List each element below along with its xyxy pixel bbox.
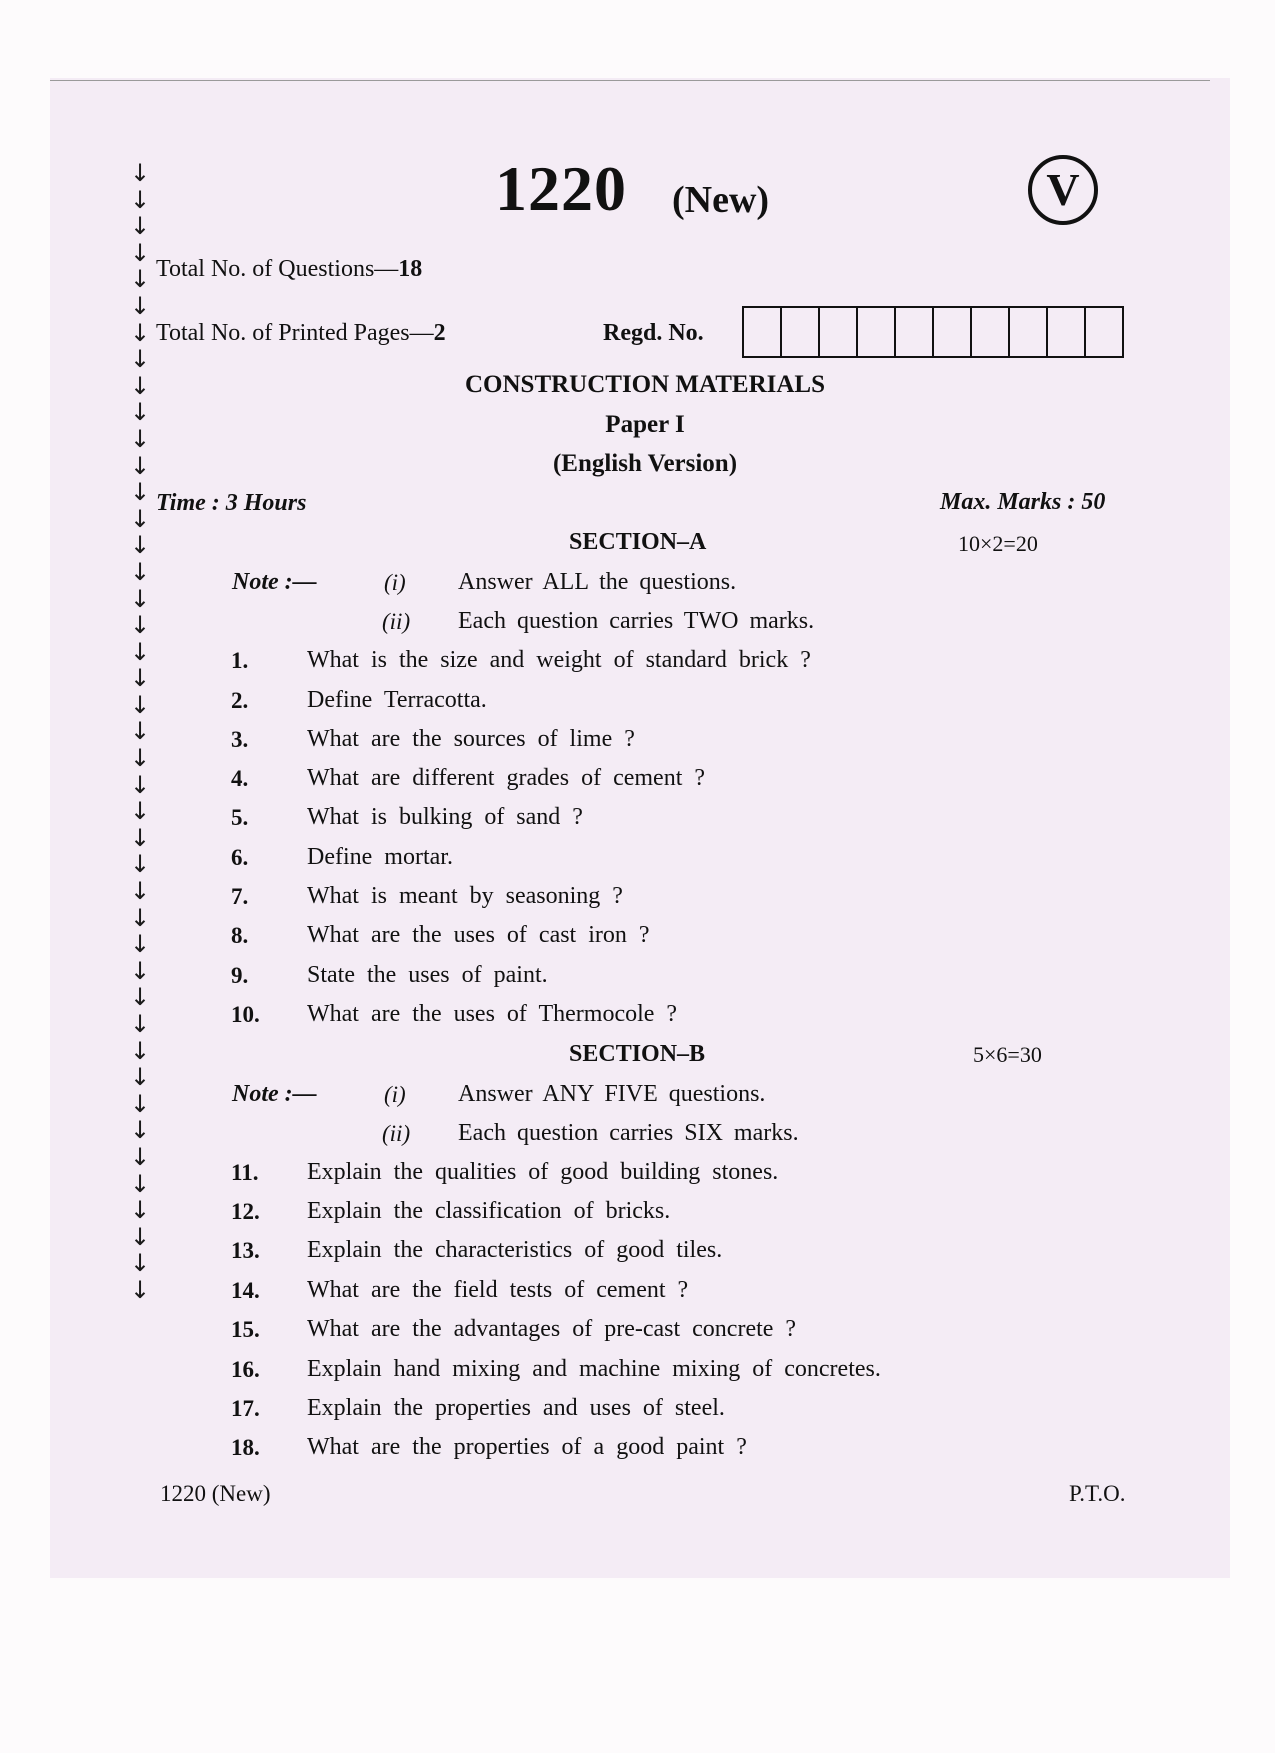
question-number: 10. bbox=[231, 1002, 260, 1027]
question-text: What is bulking of sand ? bbox=[307, 804, 583, 830]
question-text: What are different grades of cement ? bbox=[307, 765, 706, 791]
regd-no-label: Regd. No. bbox=[603, 320, 704, 346]
section-a-heading: SECTION–A bbox=[569, 529, 707, 555]
question-text: Explain hand mixing and machine mixing of concretes. bbox=[307, 1356, 881, 1382]
question-number: 2. bbox=[231, 688, 249, 713]
question-number: 1. bbox=[231, 648, 249, 673]
regd-box[interactable] bbox=[934, 308, 972, 356]
question-text: Explain the properties and uses of steel. bbox=[307, 1395, 725, 1421]
question-number: 7. bbox=[231, 884, 249, 909]
section-b-note-label: Note :— bbox=[232, 1081, 317, 1107]
total-questions-value: 18 bbox=[398, 256, 423, 282]
regd-box[interactable] bbox=[744, 308, 782, 356]
subject-title: CONSTRUCTION MATERIALS bbox=[464, 371, 825, 398]
regd-box[interactable] bbox=[782, 308, 820, 356]
note-text: Each question carries TWO marks. bbox=[458, 608, 815, 634]
section-a-note-label: Note :— bbox=[232, 569, 317, 595]
section-b-heading: SECTION–B bbox=[569, 1041, 706, 1067]
regd-no-boxes[interactable] bbox=[742, 306, 1124, 358]
question-text: Explain the classification of bricks. bbox=[307, 1198, 671, 1224]
question-number: 9. bbox=[231, 963, 249, 988]
question-text: Explain the characteristics of good tiles. bbox=[307, 1237, 723, 1263]
total-pages-label: Total No. of Printed Pages— bbox=[156, 320, 434, 346]
note-number: (i) bbox=[384, 570, 406, 595]
footer-pto: P.T.O. bbox=[1069, 1481, 1126, 1506]
question-number: 11. bbox=[231, 1160, 259, 1185]
note-text: Answer ANY FIVE questions. bbox=[458, 1081, 766, 1107]
section-a-marks: 10×2=20 bbox=[958, 531, 1038, 556]
question-text: State the uses of paint. bbox=[307, 962, 548, 988]
section-b-marks: 5×6=30 bbox=[973, 1042, 1042, 1067]
margin-arrows: ↓ ↓ ↓ ↓ ↓ ↓ ↓ ↓ ↓ ↓ ↓ ↓ ↓ ↓ ↓ ↓ ↓ ↓ ↓ ↓ ↓ ↓ ↓ ↓ ↓ ↓ ↓ ↓ ↓ ↓ ↓ ↓ ↓ ↓ ↓ ↓ ↓ ↓ ↓ ↓ ↓ ↓ ↓ bbox=[130, 159, 151, 1304]
regd-box[interactable] bbox=[896, 308, 934, 356]
question-text: What is the size and weight of standard brick ? bbox=[307, 647, 811, 673]
total-pages-value: 2 bbox=[433, 320, 446, 346]
time-label: Time : 3 Hours bbox=[156, 490, 307, 516]
version-badge: V bbox=[1028, 155, 1098, 225]
question-text: What are the uses of Thermocole ? bbox=[307, 1001, 678, 1027]
total-questions-label: Total No. of Questions— bbox=[156, 256, 399, 282]
regd-box[interactable] bbox=[858, 308, 896, 356]
question-number: 4. bbox=[231, 766, 249, 791]
paper-code-number: 1220 bbox=[495, 153, 627, 224]
version-label: (English Version) bbox=[552, 450, 738, 477]
question-number: 18. bbox=[231, 1435, 260, 1460]
note-text: Answer ALL the questions. bbox=[458, 569, 737, 595]
question-text: What are the sources of lime ? bbox=[307, 726, 635, 752]
regd-box[interactable] bbox=[1048, 308, 1086, 356]
footer-code: 1220 (New) bbox=[160, 1481, 271, 1506]
question-text: What are the uses of cast iron ? bbox=[307, 922, 650, 948]
question-number: 16. bbox=[231, 1357, 260, 1382]
question-number: 12. bbox=[231, 1199, 260, 1224]
question-text: What are the properties of a good paint ? bbox=[307, 1434, 747, 1460]
question-text: Define Terracotta. bbox=[307, 687, 487, 713]
regd-box[interactable] bbox=[972, 308, 1010, 356]
question-number: 13. bbox=[231, 1238, 260, 1263]
note-number: (ii) bbox=[382, 1121, 411, 1146]
question-number: 15. bbox=[231, 1317, 260, 1342]
max-marks-label: Max. Marks : 50 bbox=[940, 489, 1106, 515]
total-pages bbox=[156, 320, 446, 347]
note-number: (i) bbox=[384, 1082, 406, 1107]
regd-box[interactable] bbox=[820, 308, 858, 356]
total-questions bbox=[156, 256, 422, 283]
paper-number: Paper I bbox=[605, 411, 685, 438]
question-number: 8. bbox=[231, 923, 249, 948]
question-number: 5. bbox=[231, 805, 249, 830]
question-text: What is meant by seasoning ? bbox=[307, 883, 623, 909]
note-text: Each question carries SIX marks. bbox=[458, 1120, 799, 1146]
question-number: 17. bbox=[231, 1396, 260, 1421]
paper-code-suffix: (New) bbox=[672, 179, 770, 221]
question-number: 3. bbox=[231, 727, 249, 752]
question-text: Define mortar. bbox=[307, 844, 453, 870]
regd-box[interactable] bbox=[1010, 308, 1048, 356]
regd-box[interactable] bbox=[1086, 308, 1122, 356]
question-text: What are the field tests of cement ? bbox=[307, 1277, 689, 1303]
question-text: Explain the qualities of good building stones. bbox=[307, 1159, 779, 1185]
question-number: 6. bbox=[231, 845, 249, 870]
question-text: What are the advantages of pre-cast concrete ? bbox=[307, 1316, 797, 1342]
question-number: 14. bbox=[231, 1278, 260, 1303]
paper-sheet bbox=[50, 78, 1230, 1578]
top-rule bbox=[50, 80, 1210, 81]
note-number: (ii) bbox=[382, 609, 411, 634]
